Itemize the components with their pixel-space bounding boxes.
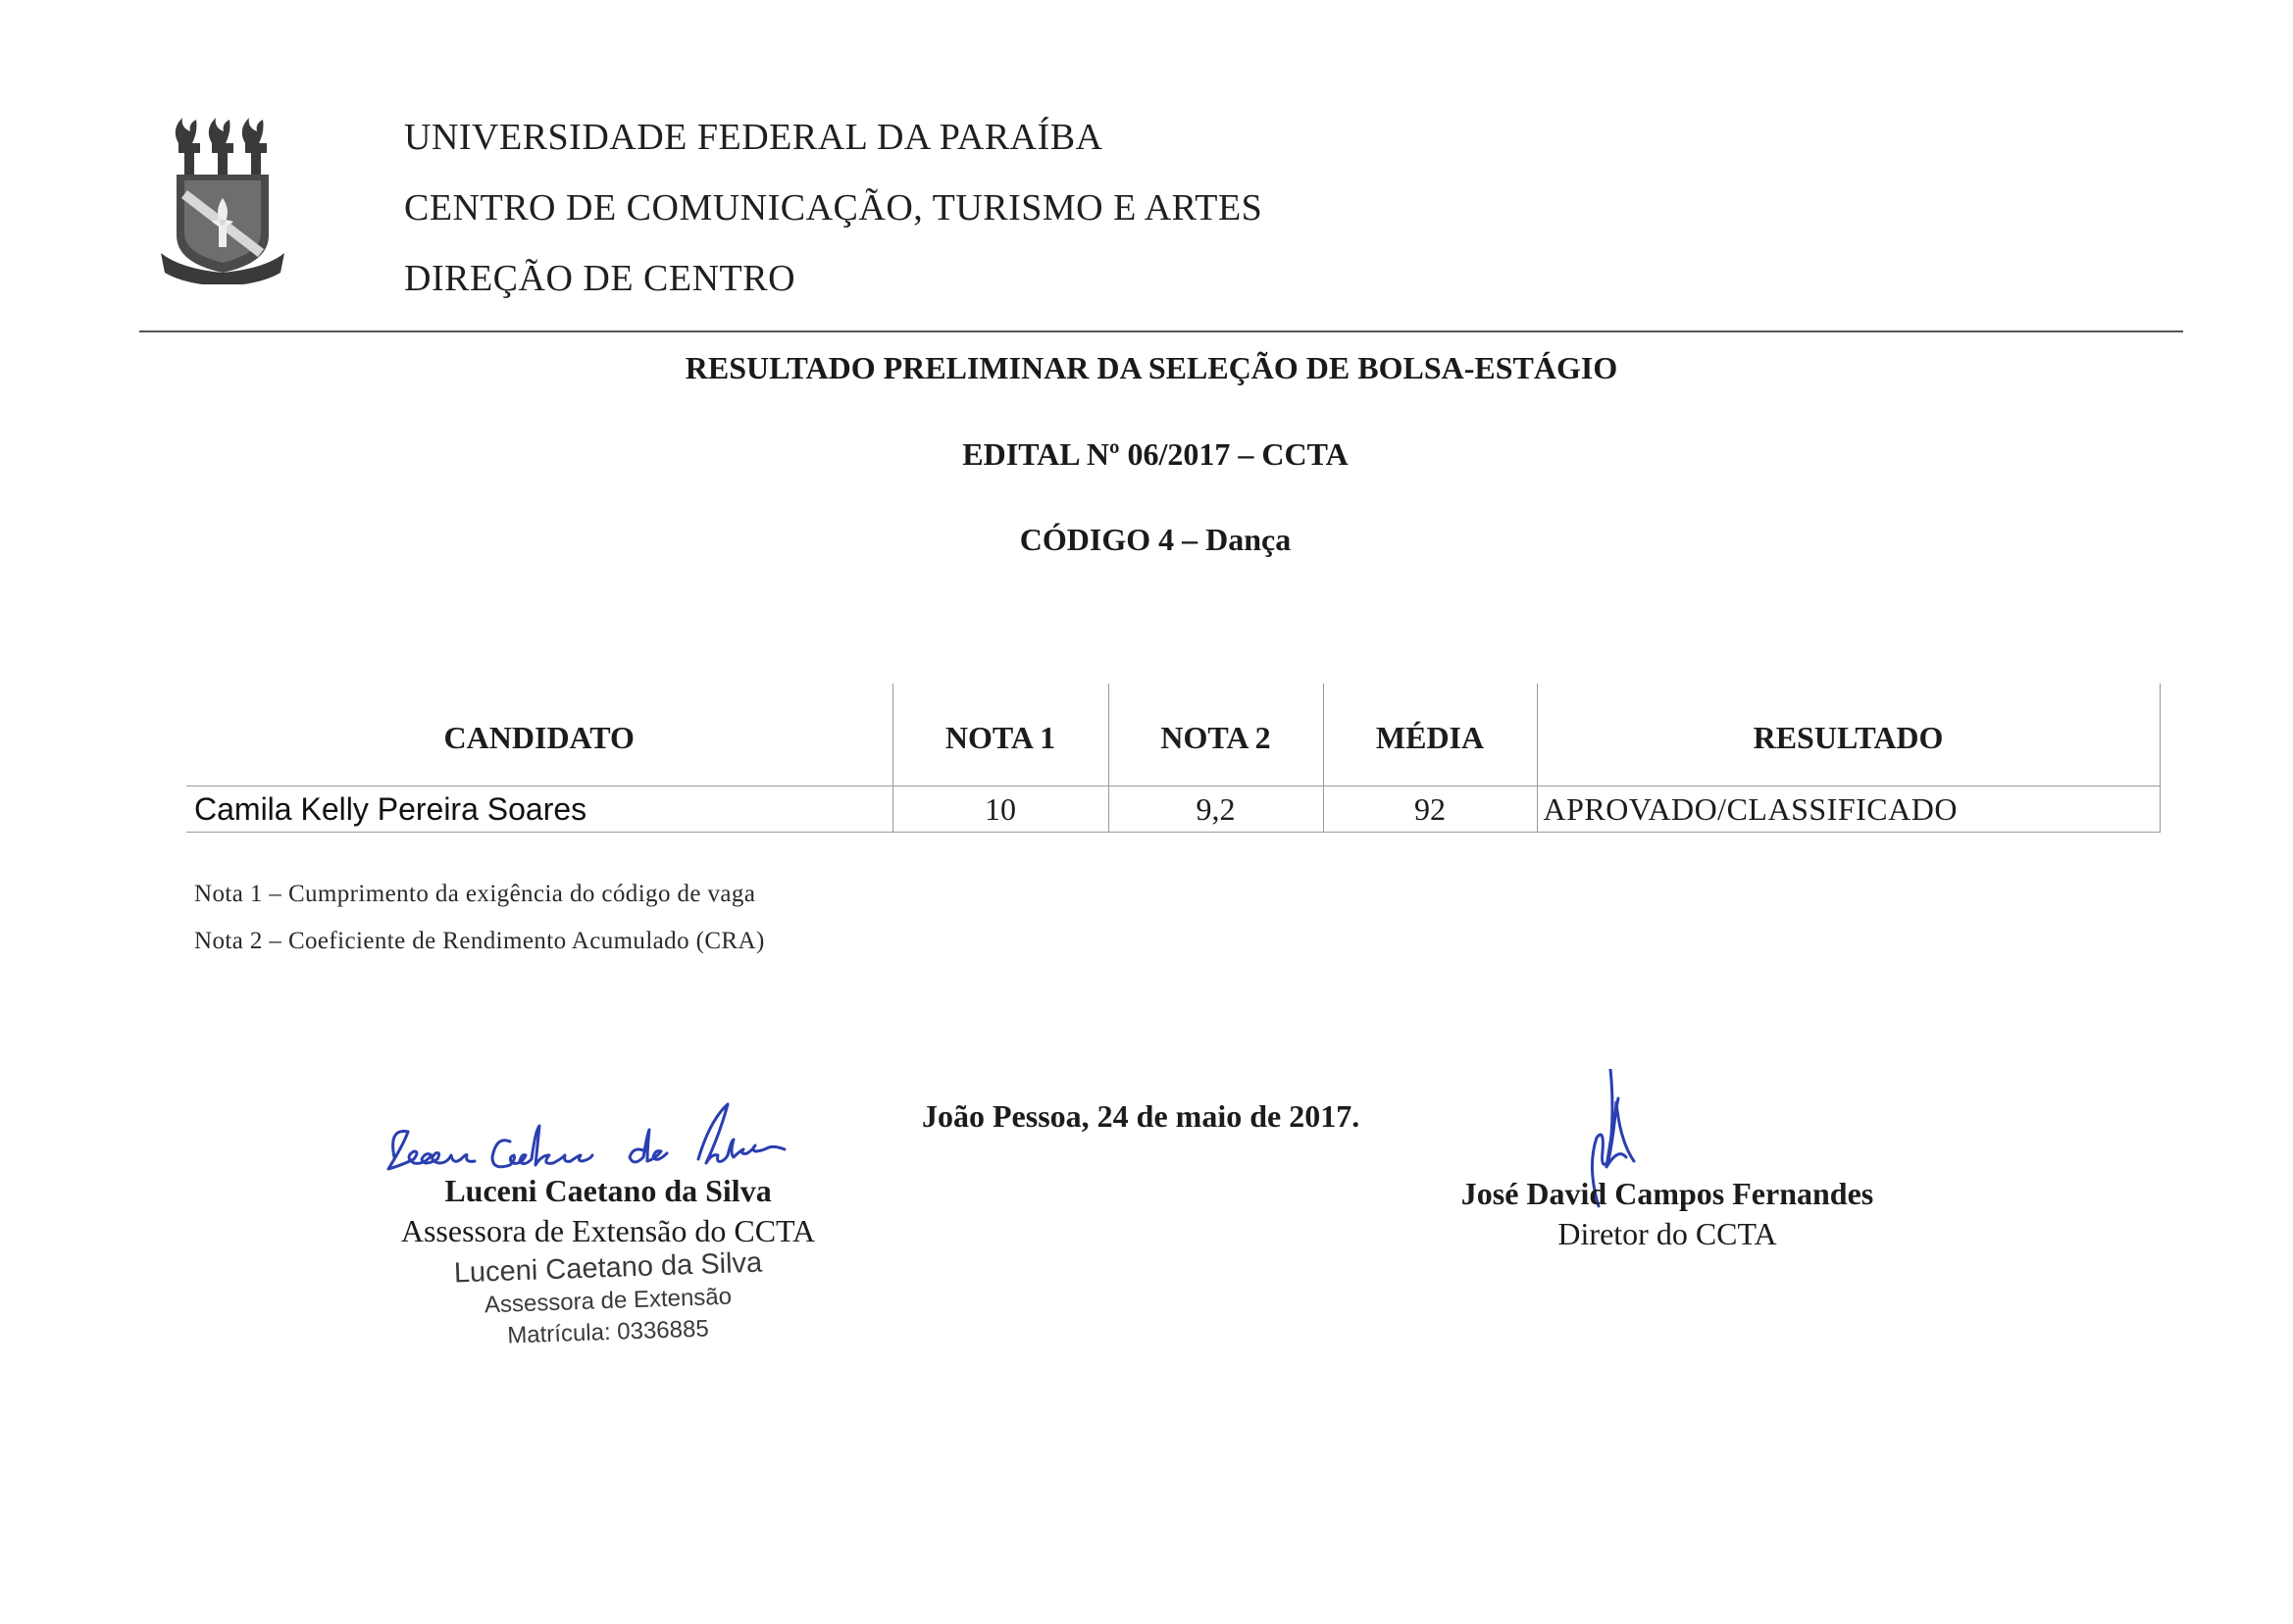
column-header-resultado: RESULTADO xyxy=(1537,684,2160,787)
candidate-name-cell: Camila Kelly Pereira Soares xyxy=(186,787,892,833)
university-name: UNIVERSIDADE FEDERAL DA PARAÍBA xyxy=(404,117,1103,158)
note-2: Nota 2 – Coeficiente de Rendimento Acumulado (CRA) xyxy=(194,928,765,954)
ufpb-crest-icon xyxy=(157,116,286,284)
left-signatory-name: Luceni Caetano da Silva xyxy=(444,1173,772,1208)
document-title: RESULTADO PRELIMINAR DA SELEÇÃO DE BOLSA-ESTÁGIO xyxy=(685,350,1618,385)
note-1: Nota 1 – Cumprimento da exigência do código de vaga xyxy=(194,881,756,907)
place-date: João Pessoa, 24 de maio de 2017. xyxy=(922,1098,1360,1134)
stamp-name: Luceni Caetano da Silva xyxy=(453,1246,763,1290)
column-header-media: MÉDIA xyxy=(1323,684,1537,787)
resultado-cell: APROVADO/CLASSIFICADO xyxy=(1537,787,2160,833)
edital-number: EDITAL Nº 06/2017 – CCTA xyxy=(962,436,1349,472)
column-header-nota1: NOTA 1 xyxy=(892,684,1108,787)
nota2-cell: 9,2 xyxy=(1108,787,1323,833)
table-row xyxy=(186,787,2160,833)
stamp-role: Assessora de Extensão xyxy=(484,1283,733,1319)
header-divider xyxy=(139,330,2183,332)
directorate-name: DIREÇÃO DE CENTRO xyxy=(404,258,796,299)
left-signatory-role: Assessora de Extensão do CCTA xyxy=(400,1213,816,1248)
results-table xyxy=(186,684,2161,833)
center-name: CENTRO DE COMUNICAÇÃO, TURISMO E ARTES xyxy=(404,187,1263,228)
table-header-row xyxy=(186,684,2160,787)
column-header-candidato: CANDIDATO xyxy=(186,684,892,787)
right-signatory-role: Diretor do CCTA xyxy=(1557,1216,1777,1251)
right-signatory-name: José David Campos Fernandes xyxy=(1460,1176,1874,1211)
code-title: CÓDIGO 4 – Dança xyxy=(1019,522,1292,557)
column-header-nota2: NOTA 2 xyxy=(1108,684,1323,787)
media-cell: 92 xyxy=(1323,787,1537,833)
nota1-cell: 10 xyxy=(892,787,1108,833)
stamp-registration: Matrícula: 0336885 xyxy=(506,1315,710,1349)
